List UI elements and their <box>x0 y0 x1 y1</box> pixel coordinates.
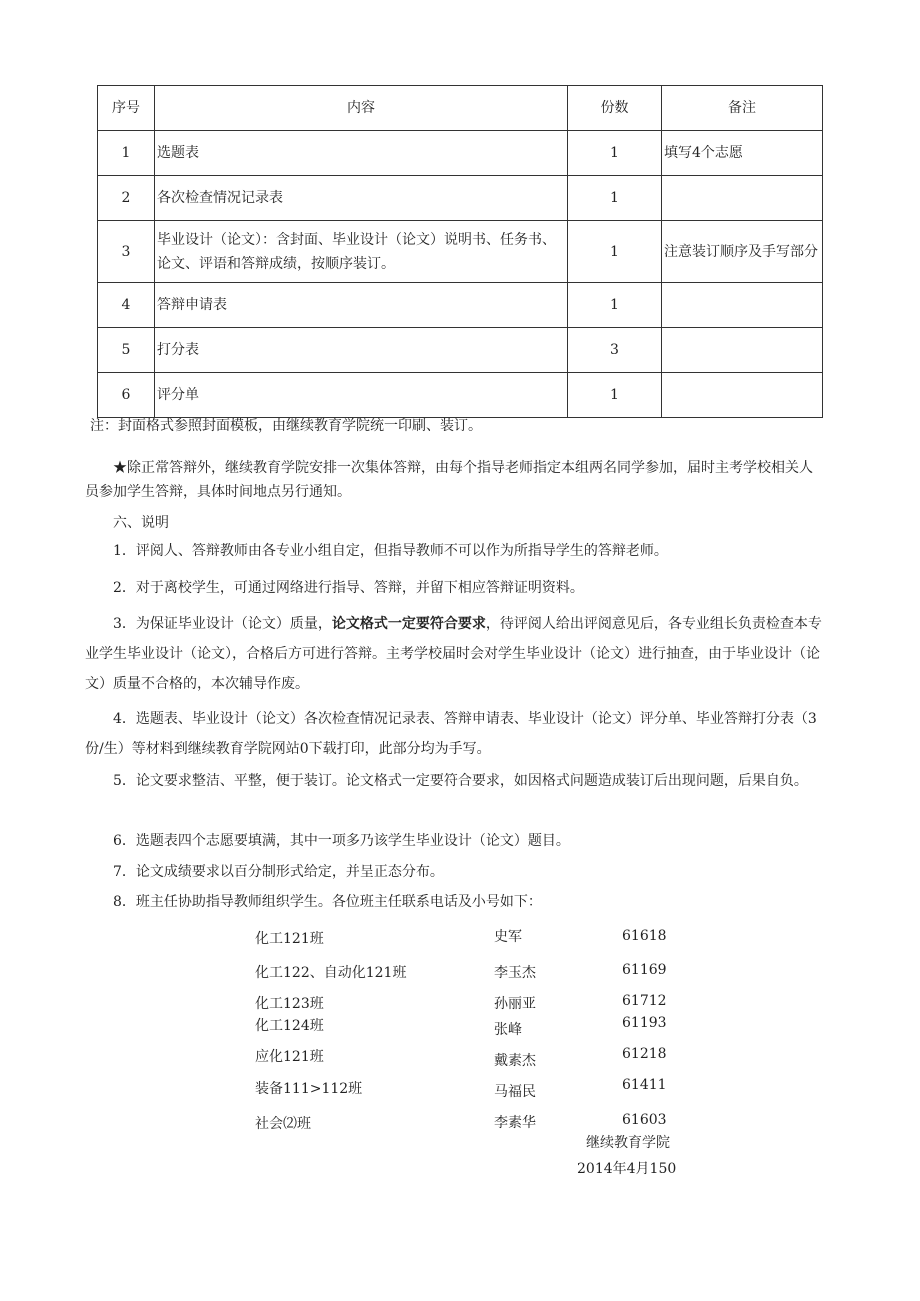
cell-no: 1 <box>98 131 155 176</box>
emphasis-text: 论文格式一定要符合要求 <box>331 616 486 632</box>
table-row <box>98 373 823 418</box>
cell-note <box>662 283 823 328</box>
cell-no: 4 <box>98 283 155 328</box>
contact-name: 李素华 <box>494 1115 536 1131</box>
contact-class: 应化121班 <box>255 1049 324 1065</box>
contact-name: 张峰 <box>494 1022 522 1038</box>
signature-date: 2014年4月150 <box>577 1161 677 1177</box>
cell-no: 3 <box>98 221 155 283</box>
cell-content: 打分表 <box>155 328 568 373</box>
contact-phone: 61169 <box>622 962 667 978</box>
contact-name: 孙丽亚 <box>494 996 536 1012</box>
cell-no: 2 <box>98 176 155 221</box>
cell-content: 选题表 <box>155 131 568 176</box>
cell-copies: 3 <box>568 328 662 373</box>
cell-no: 5 <box>98 328 155 373</box>
contact-phone: 61618 <box>622 928 667 944</box>
header-note: 备注 <box>662 86 823 131</box>
cell-copies: 1 <box>568 373 662 418</box>
instruction-item: 8．班主任协助指导教师组织学生。各位班主任联系电话及小号如下： <box>113 894 542 910</box>
cell-note <box>662 176 823 221</box>
table-row <box>98 328 823 373</box>
header-copies: 份数 <box>568 86 662 131</box>
contact-class: 化工122、自动化121班 <box>255 965 407 981</box>
table-header-row <box>98 86 823 131</box>
instruction-item-text: ，待评阅人给出评阅意见后，各专业组长负责检查本专业学生毕业设计（论文），合格后方可进行答辩。主考学校届时会对学生毕业设计（论文）进行抽查，由于毕业设计（论文）质量不合格的，本次辅导作废。 <box>85 616 822 692</box>
instruction-item: 2．对于离校学生，可通过网络进行指导、答辩，并留下相应答辩证明资料。 <box>113 580 584 596</box>
cell-content: 各次检查情况记录表 <box>155 176 568 221</box>
contact-name: 李玉杰 <box>494 965 536 981</box>
instruction-item: 5．论文要求整洁、平整，便于装订。论文格式一定要符合要求，如因格式问题造成装订后出现问题，后果自负。 <box>113 773 808 789</box>
materials-table <box>97 85 823 418</box>
cell-note: 注意装订顺序及手写部分 <box>662 221 823 283</box>
contact-phone: 61411 <box>622 1077 667 1093</box>
contact-class: 化工123班 <box>255 996 324 1012</box>
cell-content: 评分单 <box>155 373 568 418</box>
table-row <box>98 131 823 176</box>
header-content: 内容 <box>155 86 568 131</box>
section-title: 六、说明 <box>113 515 169 531</box>
cell-copies: 1 <box>568 176 662 221</box>
table-row <box>98 176 823 221</box>
instruction-item: 4．选题表、毕业设计（论文）各次检查情况记录表、答辩申请表、毕业设计（论文）评分单、毕业答辩打分表（3份/生）等材料到继续教育学院网站0下载打印，此部分均为手写。 <box>85 711 817 757</box>
table-row <box>98 221 823 283</box>
contact-class: 装备111>112班 <box>255 1081 363 1097</box>
contact-class: 社会⑵班 <box>255 1116 311 1132</box>
cell-content: 答辩申请表 <box>155 283 568 328</box>
contact-phone: 61712 <box>622 993 667 1009</box>
instruction-item: 1．评阅人、答辩教师由各专业小组自定，但指导教师不可以作为所指导学生的答辩老师。 <box>113 543 668 559</box>
signature-org: 继续教育学院 <box>586 1135 670 1151</box>
instruction-item: 7．论文成绩要求以百分制形式给定，并呈正态分布。 <box>113 864 444 880</box>
contact-name: 史军 <box>494 929 522 945</box>
instruction-item-text: 3．为保证毕业设计（论文）质量， <box>113 616 332 632</box>
contact-class: 化工121班 <box>255 931 324 947</box>
cell-note: 填写4个志愿 <box>662 131 823 176</box>
cell-content: 毕业设计（论文）：含封面、毕业设计（论文）说明书、任务书、论文、评语和答辩成绩，按顺序装订。 <box>155 221 568 283</box>
contact-phone: 61218 <box>622 1046 667 1062</box>
contact-phone: 61193 <box>622 1015 667 1031</box>
table-row <box>98 283 823 328</box>
cell-note <box>662 373 823 418</box>
table-footnote: 注：封面格式参照封面模板，由继续教育学院统一印刷、装订。 <box>90 418 482 434</box>
collective-defense-paragraph: ★除正常答辩外，继续教育学院安排一次集体答辩，由每个指导老师指定本组两名同学参加，届时主考学校相关人员参加学生答辩，具体时间地点另行通知。 <box>85 460 813 500</box>
contact-phone: 61603 <box>622 1112 667 1128</box>
cell-no: 6 <box>98 373 155 418</box>
cell-note <box>662 328 823 373</box>
header-no: 序号 <box>98 86 155 131</box>
cell-copies: 1 <box>568 283 662 328</box>
instruction-item: 6．选题表四个志愿要填满，其中一项多乃该学生毕业设计（论文）题目。 <box>113 833 570 849</box>
cell-copies: 1 <box>568 131 662 176</box>
cell-copies: 1 <box>568 221 662 283</box>
contact-class: 化工124班 <box>255 1018 324 1034</box>
contact-name: 戴素杰 <box>494 1053 536 1069</box>
instruction-item <box>85 609 825 699</box>
contact-name: 马福民 <box>494 1084 536 1100</box>
